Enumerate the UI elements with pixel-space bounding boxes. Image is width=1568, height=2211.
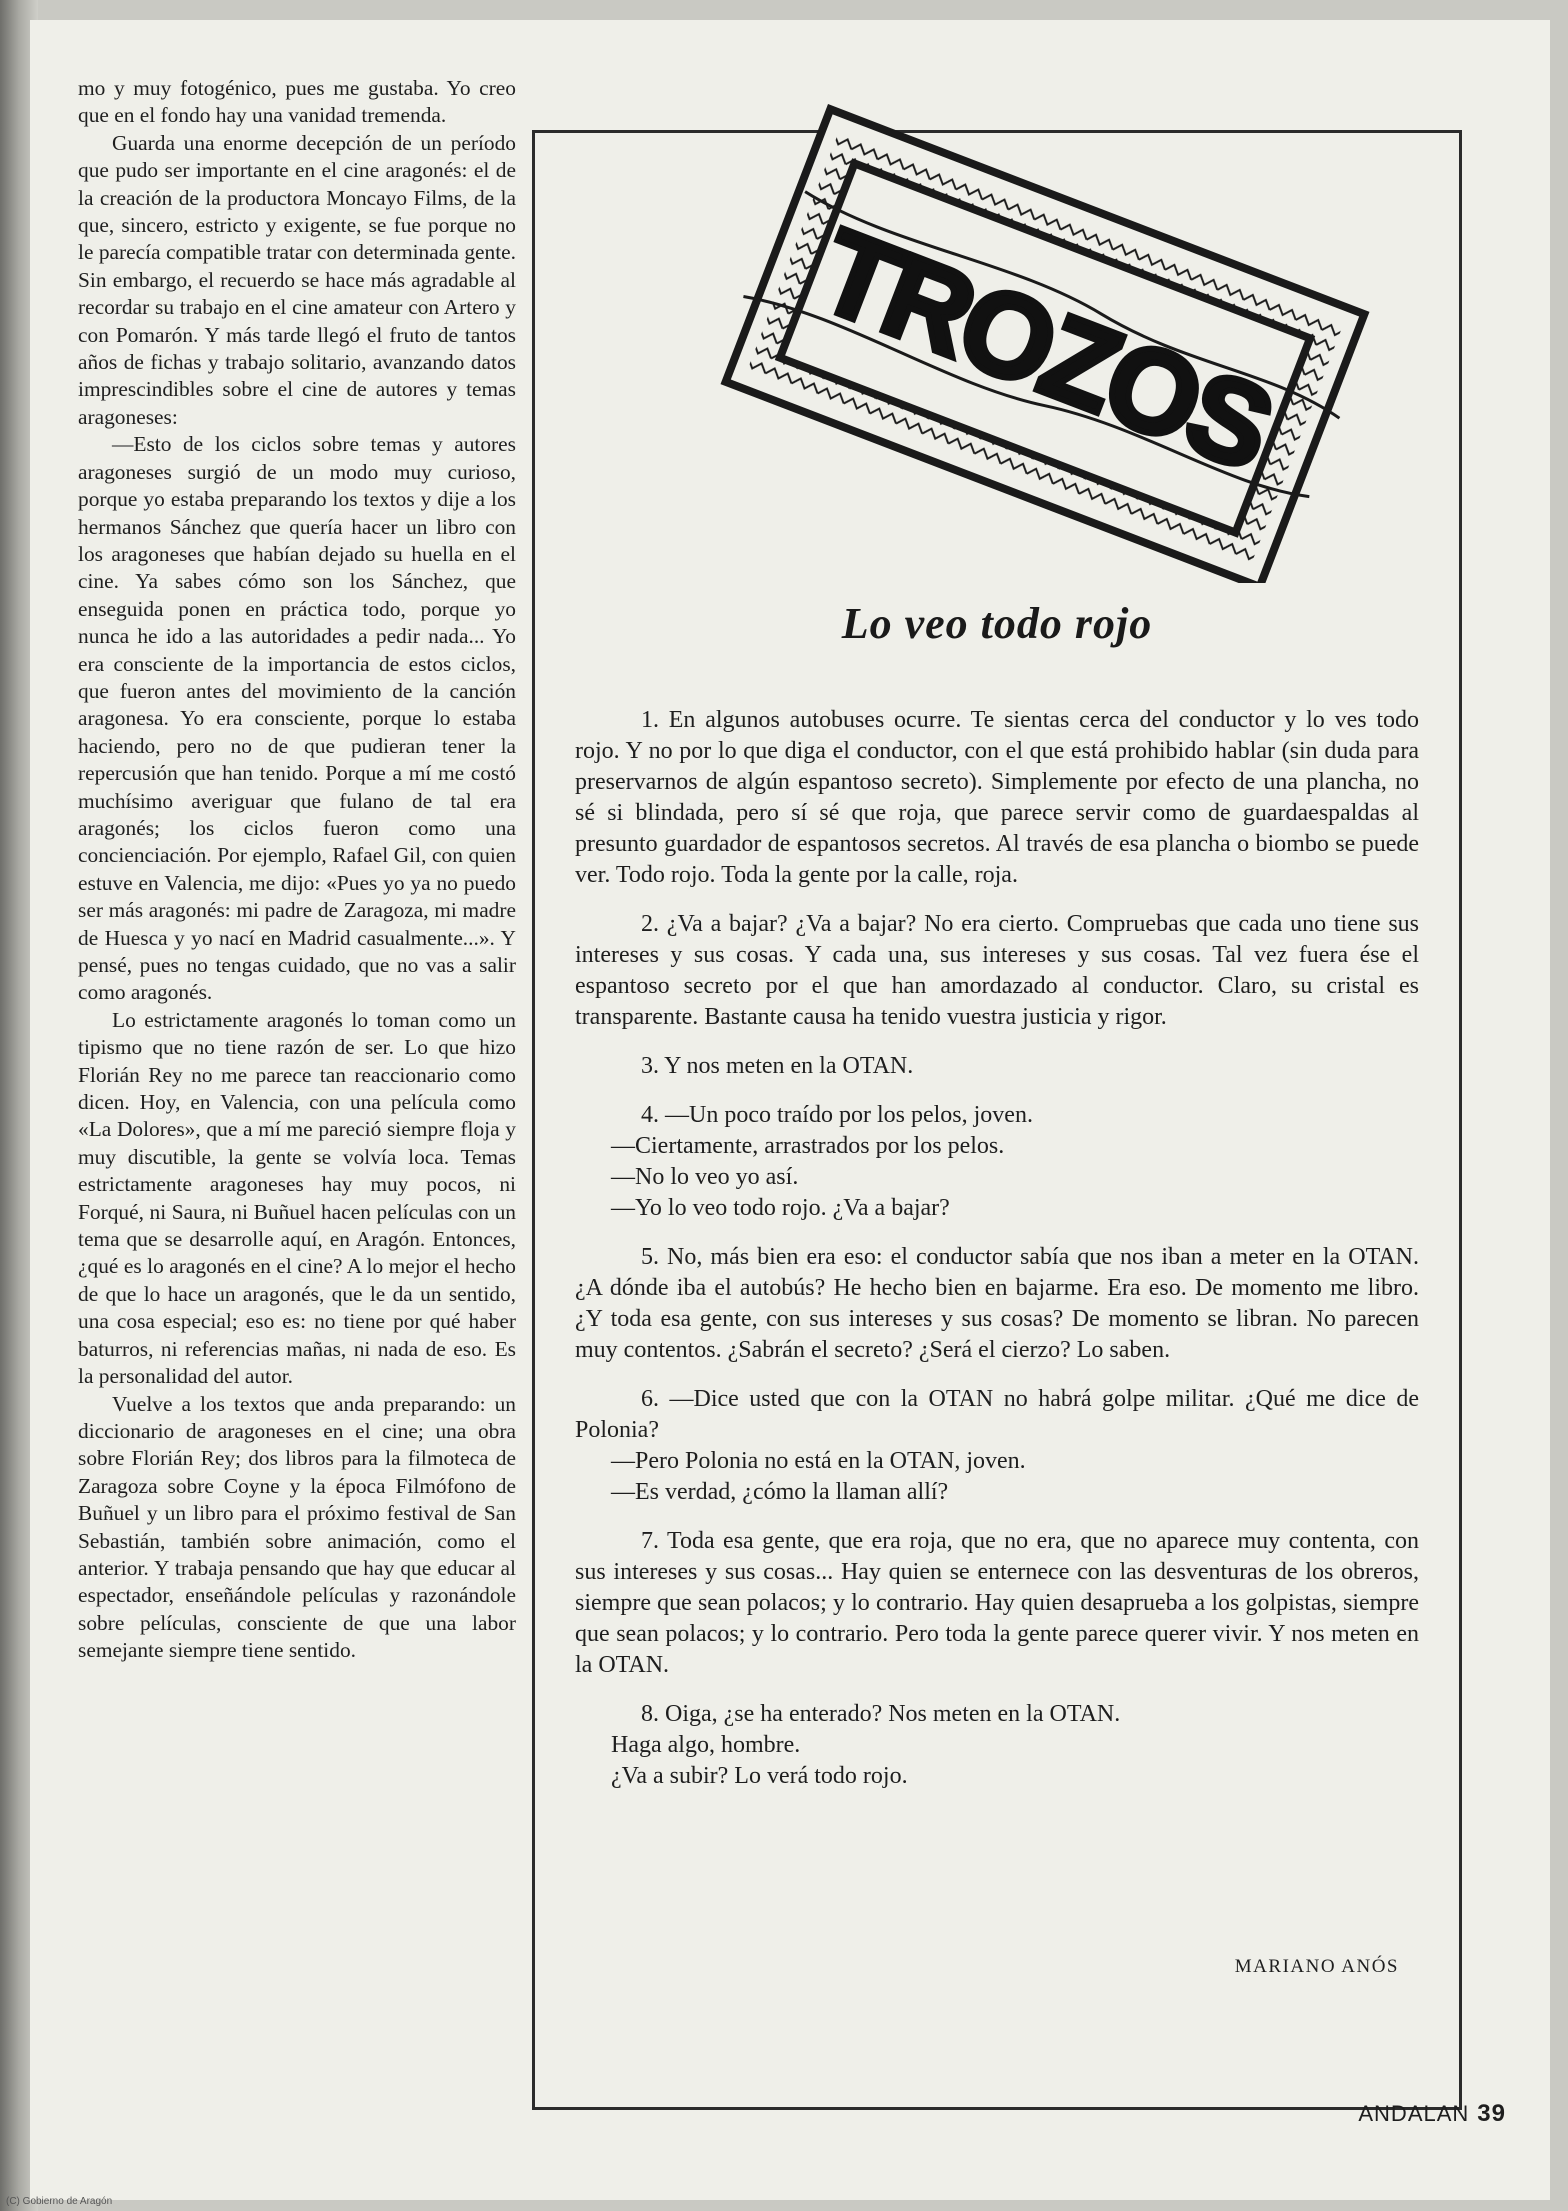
page-footer [1358, 2100, 1506, 2128]
left-paragraph: Vuelve a los textos que anda preparando: un diccionario de aragoneses en el cine; una obra sobre Florián Rey; dos libros para la filmoteca de Zaragoza sobre Coyne y la época Filmófono de Buñuel y un libro para el próximo festival de San Sebastián, también sobre animación, como el anterior. Y trabaja pensando que hay que educar al espectador, enseñándole películas y razonándole sobre películas, consciente de que una labor semejante siempre tiene sentido. [78, 1391, 516, 1663]
image-credit: (C) Gobierno de Aragón [6, 2196, 113, 2207]
item-line: ¿Va a subir? Lo verá todo rojo. [611, 1763, 908, 1789]
item-line: —Yo lo veo todo rojo. ¿Va a bajar? [611, 1195, 950, 1221]
page-number: 39 [1477, 2100, 1506, 2127]
left-article-column [78, 75, 516, 1665]
numbered-item [575, 1100, 1419, 1224]
numbered-items [575, 705, 1419, 1810]
item-line: 6. —Dice usted que con la OTAN no habrá golpe militar. ¿Qué me dice de Polonia? [575, 1386, 1419, 1443]
item-line: 2. ¿Va a bajar? ¿Va a bajar? No era cierto. Compruebas que cada uno tiene sus intereses y sus cosas. Y cada una, sus intereses y sus cosas. Tal vez fuera ése el espantoso secreto por el que han amordazado al conductor. Claro, su cristal es transparente. Bastante causa ha tenido vuestra justicia y rigor. [575, 911, 1419, 1030]
trozos-logo-text: TROZOS [802, 204, 1287, 496]
item-line: 1. En algunos autobuses ocurre. Te sientas cerca del conductor y lo ves todo rojo. Y no por lo que diga el conductor, con el que está prohibido hablar (sin duda para preservarnos de algún espantoso secreto). Simplemente por efecto de una plancha, no sé si blindada, pero sí sé que roja, que parece servir como de guardaespaldas al presunto guardador de espantosos secretos. Al través de esa plancha o biombo se puede ver. Todo rojo. Toda la gente por la calle, roja. [575, 707, 1419, 888]
left-paragraph: Lo estrictamente aragonés lo toman como un tipismo que no tiene razón de ser. Lo que hizo Florián Rey no me parece tan reaccionario como dicen. Hoy, en Valencia, con una película como «La Dolores», que a mí me pareció siempre floja y muy discutible, la gente se volvía loca. Temas estrictamente aragoneses hay muy pocos, ni Forqué, ni Saura, ni Buñuel hacen películas con un tema que se desarrolle aquí, en Aragón. Entonces, ¿qué es lo aragonés en el cine? A lo mejor el hecho de que lo hace un aragonés, que le da un sentido, una cosa especial; eso es: no tiene por qué haber baturros, ni referencias mañas, ni nada de eso. Es la personalidad del autor. [78, 1007, 516, 1389]
item-line: —Pero Polonia no está en la OTAN, joven. [611, 1448, 1026, 1474]
numbered-item [575, 1526, 1419, 1681]
item-line: —Es verdad, ¿cómo la llaman allí? [611, 1479, 949, 1505]
magazine-name: ANDALAN [1358, 2101, 1470, 2126]
numbered-item [575, 705, 1419, 891]
item-line: 5. No, más bien era eso: el conductor sabía que nos iban a meter en la OTAN. ¿A dónde iba el autobús? He hecho bien en bajarme. Era eso. De momento me libro. ¿Y toda esa gente, con sus intereses y sus cosas? De momento se libran. No parecen muy contentos. ¿Sabrán el secreto? ¿Será el cierzo? Lo saben. [575, 1244, 1419, 1363]
item-line: Haga algo, hombre. [611, 1732, 801, 1758]
magazine-page [30, 20, 1550, 2200]
trozos-box [532, 130, 1462, 2110]
numbered-item [575, 1384, 1419, 1508]
left-paragraph: mo y muy fotogénico, pues me gustaba. Yo creo que en el fondo hay una vanidad tremenda. [78, 76, 516, 128]
numbered-item [575, 909, 1419, 1033]
numbered-item [575, 1699, 1419, 1792]
box-title: Lo veo todo rojo [841, 599, 1153, 648]
item-line: 3. Y nos meten en la OTAN. [641, 1053, 914, 1079]
box-content [575, 133, 1419, 2107]
item-line: —Ciertamente, arrastrados por los pelos. [611, 1133, 1005, 1159]
item-line: 8. Oiga, ¿se ha enterado? Nos meten en la OTAN. [641, 1701, 1121, 1727]
numbered-item [575, 1051, 1419, 1082]
numbered-item [575, 1242, 1419, 1366]
item-line: 7. Toda esa gente, que era roja, que no era, que no aparece muy contenta, con sus intereses y sus cosas... Hay quien se enternece con las desventuras de los obreros, siempre que sean polacos; y lo contrario. Hay quien desaprueba a los golpistas, siempre que sean polacos; y lo contrario. Pero toda la gente parece querer vivir. Y nos meten en la OTAN. [575, 1528, 1419, 1678]
left-paragraph: —Esto de los ciclos sobre temas y autores aragoneses surgió de un modo muy curioso, porque yo estaba preparando los textos y dije a los hermanos Sánchez que quería hacer un libro con los aragoneses que habían dejado su huella en el cine. Ya sabes cómo son los Sánchez, que enseguida ponen en práctica todo, porque yo nunca he ido a las autoridades a pedir nada... Yo era consciente de la importancia de estos ciclos, que fueron antes del movimiento de la canción aragonesa. Yo era consciente, porque lo estaba haciendo, pero no de que pudieran tener la repercusión que han tenido. Porque a mí me costó muchísimo averiguar que fulano de tal era aragonés; los ciclos fueron como una concienciación. Por ejemplo, Rafael Gil, con quien estuve en Valencia, me dijo: «Pues yo ya no puedo ser más aragonés: mi padre de Zaragoza, mi madre de Huesca y yo nací en Madrid casualmente...». Y pensé, pues no tengas cuidado, que no vas a salir como aragonés. [78, 432, 516, 1005]
item-line: —No lo veo yo así. [611, 1164, 799, 1190]
left-paragraph: Guarda una enorme decepción de un período que pudo ser importante en el cine aragonés: el de la creación de la productora Moncayo Films, de la que, sincero, estricto y exigente, se fue porque no le parecía compatible tratar con determinada gente. Sin embargo, el recuerdo se hace más agradable al recordar su trabajo en el cine amateur con Artero y con Pomarón. Y más tarde llegó el fruto de tantos años de fichas y trabajo solitario, avanzando datos imprescindibles sobre el cine de autores y temas aragoneses: [78, 130, 516, 429]
author-signature: MARIANO ANÓS [1234, 1956, 1399, 1977]
item-line: 4. —Un poco traído por los pelos, joven. [641, 1102, 1033, 1128]
